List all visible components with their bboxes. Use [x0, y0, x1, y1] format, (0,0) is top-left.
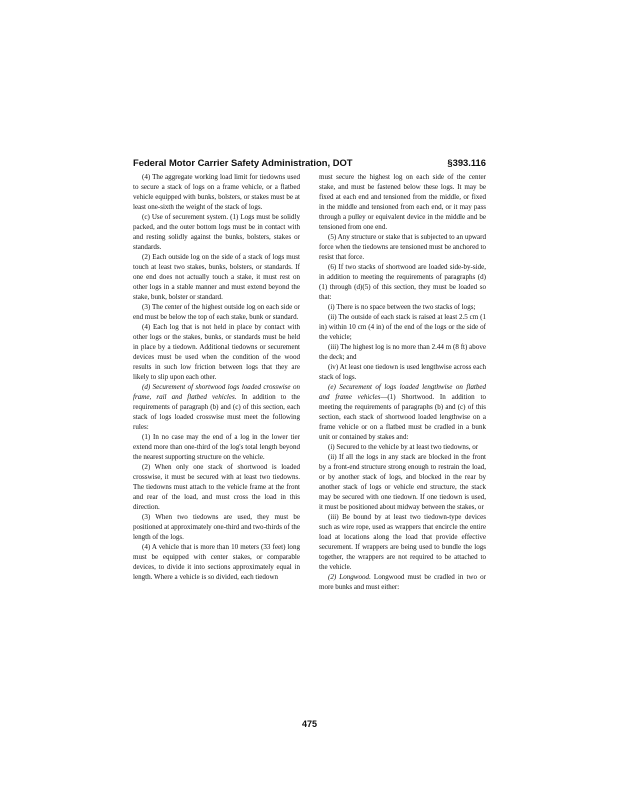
paragraph — [319, 302, 486, 312]
paragraph — [133, 512, 300, 542]
paragraph — [319, 172, 486, 232]
paragraph-text: (3) When two tiedowns are used, they must be positioned at approximately one-third and two-thirds of the length of the logs. — [133, 513, 300, 541]
paragraph — [319, 362, 486, 382]
paragraph — [133, 172, 300, 212]
paragraph-text: (1) In no case may the end of a log in the lower tier extend more than one-third of the log's total length beyond the nearest supporting structure on the vehicle. — [133, 433, 300, 461]
paragraph-text: (2) Each outside log on the side of a stack of logs must touch at least two stakes, bunks, bolsters, or standards. If one end does not actually touch a stake, it must rest on other logs in a stable manner and must extend beyond the stake, bunk, bolster or standard. — [133, 253, 300, 301]
paragraph-text: Longwood must be cradled in two or more bunks and must either: — [319, 573, 486, 591]
paragraph-text: (4) A vehicle that is more than 10 meters (33 feet) long must be equipped with center stakes, or comparable devices, to divide it into sections approximately equal in length. Where a vehicle is so divided, each tiedown — [133, 543, 300, 581]
paragraph — [319, 512, 486, 572]
paragraph — [133, 432, 300, 462]
paragraph-text: (4) The aggregate working load limit for tiedowns used to secure a stack of logs on a frame vehicle, or a flatbed vehicle equipped with bunks, bolsters, or stakes must be at least one-sixth the weight of the stack of logs. — [133, 173, 300, 211]
paragraph — [319, 382, 486, 442]
paragraph — [133, 212, 300, 252]
page-number: 475 — [301, 719, 318, 729]
paragraph — [133, 322, 300, 382]
paragraph-text: (iii) The highest log is no more than 2.44 m (8 ft) above the deck; and — [319, 343, 486, 361]
paragraph-heading: (2) Longwood. — [328, 573, 371, 581]
paragraph-text: (4) Each log that is not held in place by contact with other logs or the stakes, bunks, or standards must be held in place by a tiedown. Additional tiedowns or securement devices must be used when the condition of the wood results in such low friction between logs that they are likely to slip upon each other. — [133, 323, 300, 381]
paragraph — [133, 462, 300, 512]
header-title: Federal Motor Carrier Safety Administration, DOT — [133, 157, 353, 168]
paragraph-text: (iv) At least one tiedown is used lengthwise across each stack of logs. — [319, 363, 486, 381]
paragraph-text: (3) The center of the highest outside log on each side or end must be below the top of each stake, bunk or standard. — [133, 303, 300, 321]
paragraph — [133, 382, 300, 432]
paragraph-text: (ii) If all the logs in any stack are blocked in the front by a front-end structure strong enough to restrain the load, or by another stack of logs, and blocked in the rear by another stack of logs or vehicle end structure, the stack may be secured with one tiedown. If one tiedown is used, it must be positioned about midway between the stakes, or — [319, 453, 486, 511]
paragraph — [319, 452, 486, 512]
paragraph-text: —(1) Shortwood. In addition to meeting the requirements of paragraphs (b) and (c) of this section, each stack of shortwood loaded lengthwise on a frame vehicle or on a flatbed must be cradled in a bunk unit or contained by stakes and: — [319, 393, 486, 441]
paragraph — [319, 572, 486, 592]
paragraph — [319, 262, 486, 302]
paragraph-text: (2) When only one stack of shortwood is loaded crosswise, it must be secured with at least two tiedowns. The tiedowns must attach to the vehicle frame at the front and rear of the load, and must cross the load in this direction. — [133, 463, 300, 511]
paragraph — [133, 252, 300, 302]
paragraph-text: (ii) The outside of each stack is raised at least 2.5 cm (1 in) within 10 cm (4 in) of the end of the logs or the side of the vehicle; — [319, 313, 486, 341]
paragraph-text: (i) There is no space between the two stacks of logs; — [328, 303, 476, 311]
header-section-number: §393.116 — [447, 157, 486, 168]
running-header — [133, 156, 486, 170]
left-text-column — [133, 172, 300, 717]
paragraph-text: (c) Use of securement system. (1) Logs must be solidly packed, and the outer bottom logs must be in contact with and resting solidly against the bunks, bolsters, stakes or standards. — [133, 213, 300, 251]
paragraph — [133, 542, 300, 582]
paragraph-text: (iii) Be bound by at least two tiedown-type devices such as wire rope, used as wrappers that encircle the entire load at locations along the load that provide effective securement. If wrappers are being used to bundle the logs together, the wrappers are not required to be attached to the vehicle. — [319, 513, 486, 571]
paragraph-text: (6) If two stacks of shortwood are loaded side-by-side, in addition to meeting the requirements of paragraphs (d)(1) through (d)(5) of this section, they must be loaded so that: — [319, 263, 486, 301]
paragraph-heading: (e) Securement of logs loaded lengthwise on flatbed and frame vehicles — [319, 383, 486, 401]
paragraph — [319, 312, 486, 342]
paragraph — [319, 342, 486, 362]
paragraph-text: In addition to the requirements of paragraph (b) and (c) of this section, each stack of logs loaded crosswise must meet the following rules: — [133, 393, 300, 431]
paragraph-text: must secure the highest log on each side of the center stake, and must be fastened below these logs. It may be fixed at each end and tensioned from the middle, or fixed in the middle and tensioned from each end, or it may pass through a pulley or equivalent device in the middle and be tensioned from one end. — [319, 173, 486, 231]
paragraph — [319, 232, 486, 262]
paragraph — [319, 442, 486, 452]
paragraph — [133, 302, 300, 322]
right-text-column — [319, 172, 486, 717]
paragraph-heading: (d) Securement of shortwood logs loaded crosswise on frame, rail and flatbed vehicles. — [133, 383, 300, 401]
paragraph-text: (5) Any structure or stake that is subjected to an upward force when the tiedowns are tensioned must be anchored to resist that force. — [319, 233, 486, 261]
paragraph-text: (i) Secured to the vehicle by at least two tiedowns, or — [328, 443, 479, 451]
